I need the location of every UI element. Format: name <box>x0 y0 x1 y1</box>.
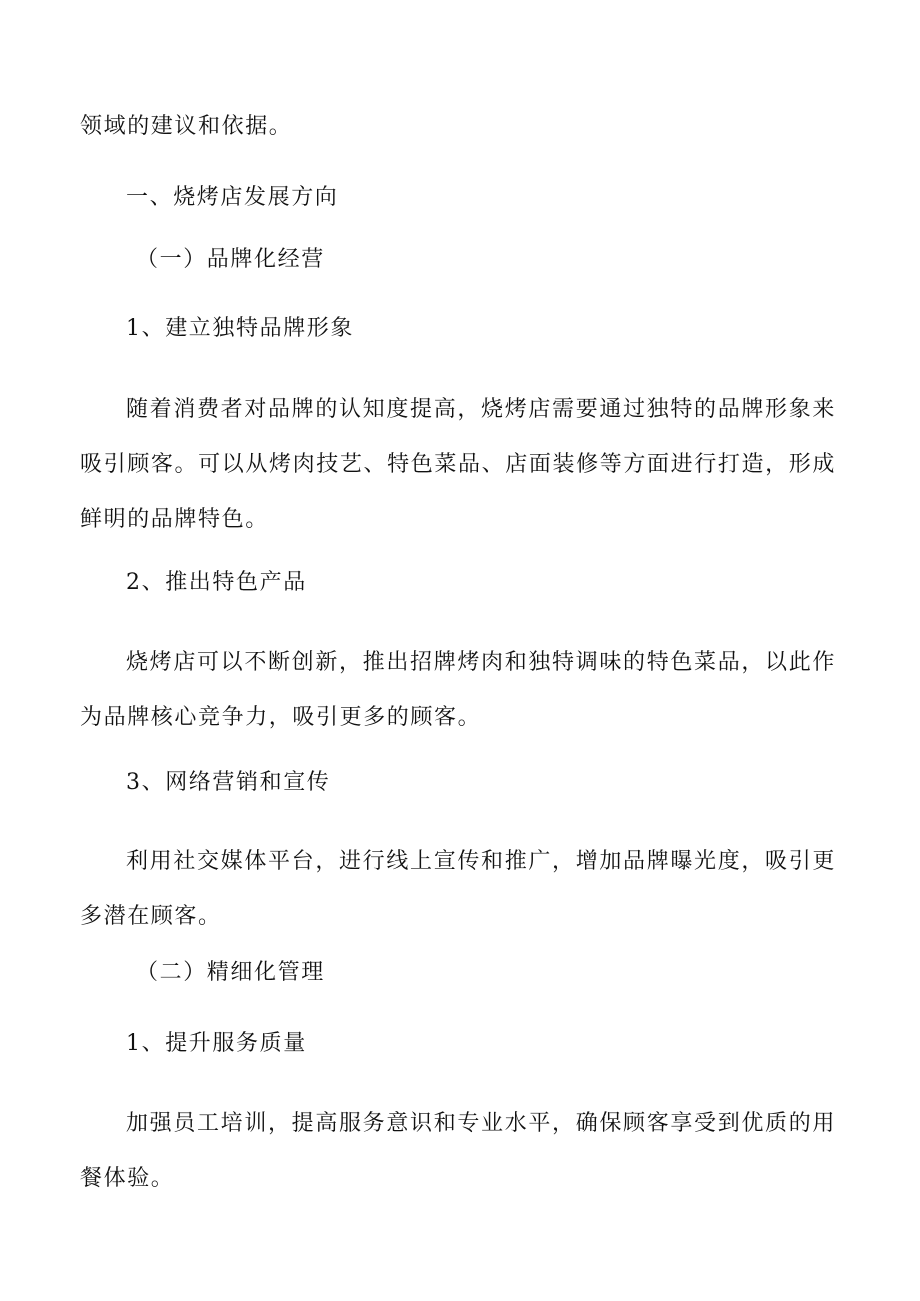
item-heading-signature-products: 2、推出特色产品 <box>126 570 307 595</box>
paragraph-service-quality: 加强员工培训，提高服务意识和专业水平，确保顾客享受到优质的用餐体验。 <box>80 1111 836 1191</box>
subsection-heading-brand-operation: （一）品牌化经营 <box>136 247 325 272</box>
paragraph-brand-image: 随着消费者对品牌的认知度提高，烧烤店需要通过独特的品牌形象来吸引顾客。可以从烤肉技艺、特色菜品、店面装修等方面进行打造，形成鲜明的品牌特色。 <box>80 397 836 532</box>
paragraph-online-marketing: 利用社交媒体平台，进行线上宣传和推广，增加品牌曝光度，吸引更多潜在顾客。 <box>80 849 836 929</box>
paragraph-signature-products: 烧烤店可以不断创新，推出招牌烤肉和独特调味的特色菜品，以此作为品牌核心竞争力，吸引更多的顾客。 <box>80 650 836 730</box>
item-heading-online-marketing: 3、网络营销和宣传 <box>126 770 331 795</box>
item-heading-brand-image: 1、建立独特品牌形象 <box>126 316 354 341</box>
subsection-heading-refined-management: （二）精细化管理 <box>136 960 325 985</box>
item-heading-service-quality: 1、提升服务质量 <box>126 1031 307 1056</box>
section-heading-development-direction: 一、烧烤店发展方向 <box>126 185 339 210</box>
continued-text-fragment: 领域的建议和依据。 <box>80 114 293 139</box>
